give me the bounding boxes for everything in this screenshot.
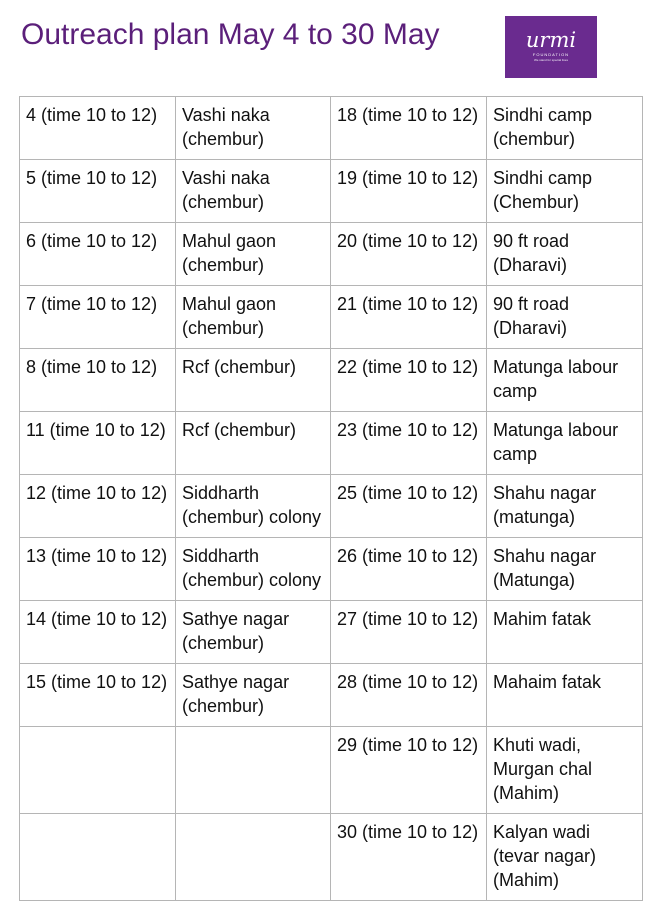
location-cell: Mahaim fatak: [487, 664, 643, 727]
table-row: [20, 538, 643, 601]
date-cell: 25 (time 10 to 12): [331, 475, 487, 538]
date-cell: 4 (time 10 to 12): [20, 97, 176, 160]
date-cell: [20, 727, 176, 814]
date-cell: 21 (time 10 to 12): [331, 286, 487, 349]
location-cell: Mahim fatak: [487, 601, 643, 664]
table-row: [20, 475, 643, 538]
urmi-foundation-logo: [505, 16, 597, 78]
location-cell: [176, 814, 331, 901]
date-cell: 26 (time 10 to 12): [331, 538, 487, 601]
date-cell: 27 (time 10 to 12): [331, 601, 487, 664]
location-cell: Siddharth (chembur) colony: [176, 538, 331, 601]
location-cell: Shahu nagar (matunga): [487, 475, 643, 538]
schedule-body: [20, 97, 643, 901]
location-cell: [176, 727, 331, 814]
location-cell: Sathye nagar (chembur): [176, 601, 331, 664]
date-cell: 18 (time 10 to 12): [331, 97, 487, 160]
location-cell: Khuti wadi, Murgan chal (Mahim): [487, 727, 643, 814]
date-cell: 23 (time 10 to 12): [331, 412, 487, 475]
location-cell: Sindhi camp (chembur): [487, 97, 643, 160]
table-row: [20, 223, 643, 286]
location-cell: Matunga labour camp: [487, 349, 643, 412]
location-cell: Sathye nagar (chembur): [176, 664, 331, 727]
table-row: [20, 97, 643, 160]
date-cell: 22 (time 10 to 12): [331, 349, 487, 412]
date-cell: 12 (time 10 to 12): [20, 475, 176, 538]
page-title: Outreach plan May 4 to 30 May: [21, 18, 440, 51]
date-cell: 28 (time 10 to 12): [331, 664, 487, 727]
table-row: [20, 412, 643, 475]
table-row: [20, 601, 643, 664]
logo-subtitle: FOUNDATION: [532, 52, 570, 57]
table-row: [20, 727, 643, 814]
table-row: [20, 160, 643, 223]
location-cell: Mahul gaon (chembur): [176, 223, 331, 286]
date-cell: 29 (time 10 to 12): [331, 727, 487, 814]
date-cell: 14 (time 10 to 12): [20, 601, 176, 664]
location-cell: Sindhi camp (Chembur): [487, 160, 643, 223]
location-cell: Rcf (chembur): [176, 349, 331, 412]
location-cell: Vashi naka (chembur): [176, 97, 331, 160]
date-cell: 11 (time 10 to 12): [20, 412, 176, 475]
table-row: [20, 814, 643, 901]
logo-tagline: We stand for special lives: [534, 58, 568, 62]
location-cell: Mahul gaon (chembur): [176, 286, 331, 349]
date-cell: 30 (time 10 to 12): [331, 814, 487, 901]
date-cell: 5 (time 10 to 12): [20, 160, 176, 223]
outreach-schedule-table: [19, 96, 643, 901]
location-cell: Shahu nagar (Matunga): [487, 538, 643, 601]
location-cell: 90 ft road (Dharavi): [487, 223, 643, 286]
date-cell: 20 (time 10 to 12): [331, 223, 487, 286]
table-row: [20, 286, 643, 349]
date-cell: [20, 814, 176, 901]
logo-wordmark: urmi: [525, 28, 577, 52]
location-cell: Siddharth (chembur) colony: [176, 475, 331, 538]
location-cell: Matunga labour camp: [487, 412, 643, 475]
location-cell: Vashi naka (chembur): [176, 160, 331, 223]
date-cell: 8 (time 10 to 12): [20, 349, 176, 412]
table-row: [20, 349, 643, 412]
date-cell: 7 (time 10 to 12): [20, 286, 176, 349]
date-cell: 15 (time 10 to 12): [20, 664, 176, 727]
location-cell: Kalyan wadi (tevar nagar) (Mahim): [487, 814, 643, 901]
location-cell: 90 ft road (Dharavi): [487, 286, 643, 349]
table-row: [20, 664, 643, 727]
date-cell: 6 (time 10 to 12): [20, 223, 176, 286]
date-cell: 13 (time 10 to 12): [20, 538, 176, 601]
date-cell: 19 (time 10 to 12): [331, 160, 487, 223]
location-cell: Rcf (chembur): [176, 412, 331, 475]
